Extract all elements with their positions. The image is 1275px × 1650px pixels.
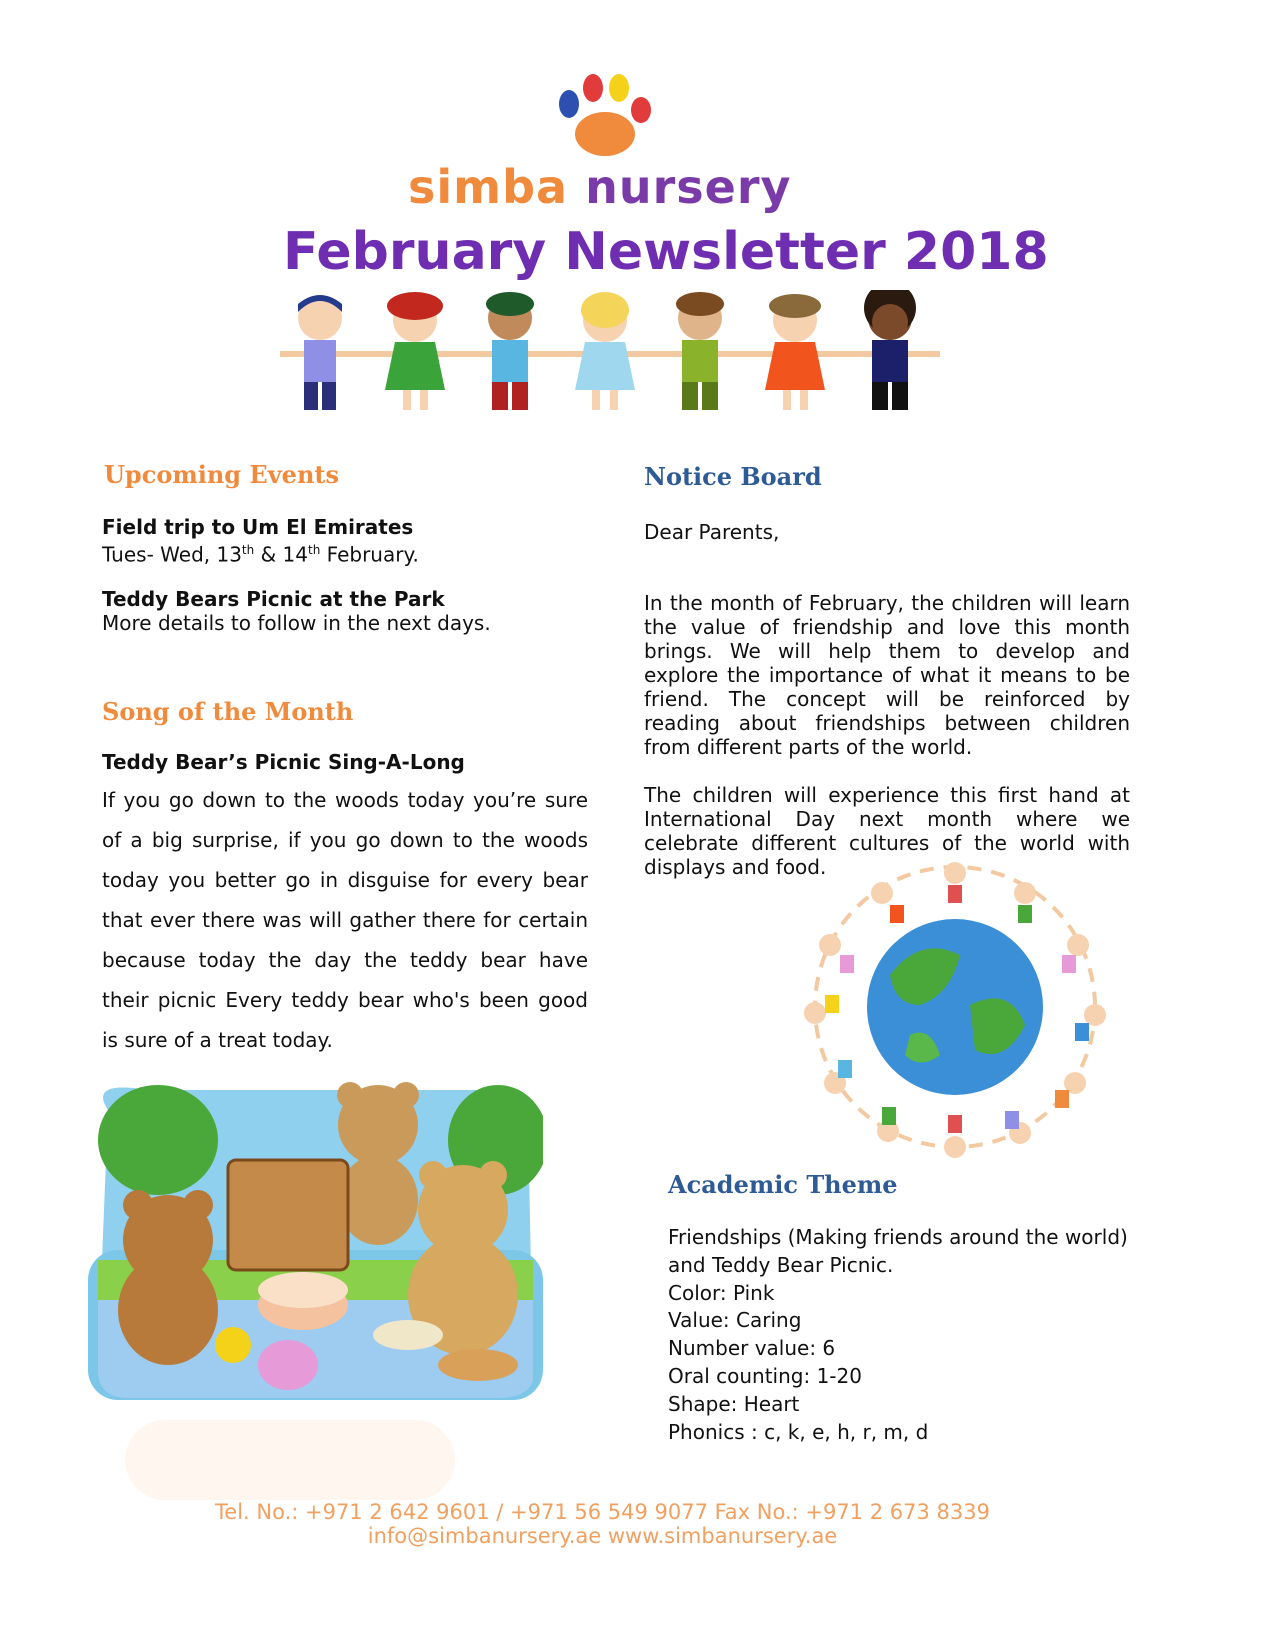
song-title: Teddy Bear’s Picnic Sing-A-Long bbox=[102, 750, 465, 774]
event1-title: Field trip to Um El Emirates bbox=[102, 515, 414, 539]
event2-text: More details to follow in the next days. bbox=[102, 611, 491, 635]
academic-line: Shape: Heart bbox=[668, 1391, 800, 1416]
brand-name-part1: simba bbox=[408, 160, 569, 214]
teddy-bear-picnic-illustration bbox=[88, 1080, 543, 1405]
academic-line: Phonics : c, k, e, h, r, m, d bbox=[668, 1419, 929, 1444]
paw-logo-icon bbox=[555, 72, 655, 158]
academic-theme-list bbox=[668, 1224, 1128, 1446]
academic-theme-heading: Academic Theme bbox=[668, 1170, 898, 1199]
notice-paragraph-1: In the month of February, the children will learn the value of friendship and love this month brings. We will help them to develop and explore the importance of what it means to be friend. The concept will be reinforced by reading about friendships between children from different parts of the world. bbox=[644, 591, 1130, 759]
academic-line: Oral counting: 1-20 bbox=[668, 1363, 862, 1388]
song-heading: Song of the Month bbox=[102, 697, 354, 726]
notice-greeting: Dear Parents, bbox=[644, 520, 780, 544]
page-title: February Newsletter 2018 bbox=[283, 222, 1049, 282]
decorative-shape bbox=[125, 1420, 455, 1500]
event1-date: Tues- Wed, 13th & 14th February. bbox=[102, 542, 419, 567]
notice-paragraph-2: The children will experience this first hand at International Day next month where we celebrate different cultures of the world with displays and food. bbox=[644, 783, 1130, 879]
academic-line: Number value: 6 bbox=[668, 1336, 836, 1361]
upcoming-events-heading: Upcoming Events bbox=[104, 460, 339, 489]
brand-logo bbox=[408, 160, 792, 214]
academic-line: Value: Caring bbox=[668, 1308, 802, 1333]
children-row-illustration bbox=[270, 290, 950, 415]
footer-contact-web: info@simbanursery.ae www.simbanursery.ae bbox=[367, 1524, 838, 1548]
children-around-globe-illustration bbox=[800, 855, 1110, 1160]
academic-line: and Teddy Bear Picnic. bbox=[668, 1252, 894, 1277]
footer-contact-phone: Tel. No.: +971 2 642 9601 / +971 56 549 9077 Fax No.: +971 2 673 8339 bbox=[215, 1500, 990, 1524]
notice-board-heading: Notice Board bbox=[644, 462, 822, 491]
academic-line: Friendships (Making friends around the world) bbox=[668, 1225, 1128, 1249]
brand-name-part2: nursery bbox=[585, 160, 792, 214]
event2-title: Teddy Bears Picnic at the Park bbox=[102, 587, 445, 611]
song-lyrics: If you go down to the woods today you’re sure of a big surprise, if you go down to the woods today you better go in disguise for every bear that ever there was will gather there for certain because today the day the teddy bear have their picnic Every teddy bear who's been good is sure of a treat today. bbox=[102, 788, 588, 1052]
academic-line: Color: Pink bbox=[668, 1280, 775, 1305]
